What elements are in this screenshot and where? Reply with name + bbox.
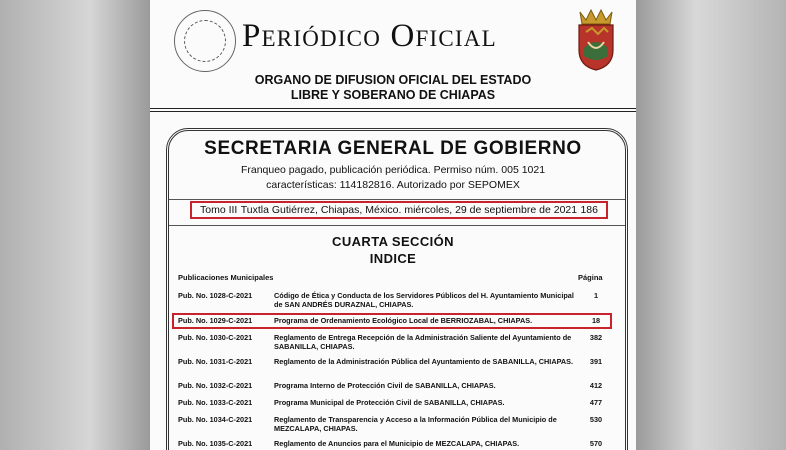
document-page [150,0,636,450]
row-description: Reglamento de la Administración Pública del Ayuntamiento de SABANILLA, CHIAPAS. [274,357,574,366]
row-pub-number: Pub. No. 1028-C-2021 [178,291,253,300]
row-pub-number: Pub. No. 1031-C-2021 [178,357,253,366]
row-description: Reglamento de Anuncios para el Municipio de MEZCALAPA, CHIAPAS. [274,439,520,448]
row-pub-number: Pub. No. 1033-C-2021 [178,398,253,407]
row-description: Programa Municipal de Protección Civil de SABANILLA, CHIAPAS. [274,398,505,407]
header-rule-2 [150,111,636,112]
secretaria-title: SECRETARIA GENERAL DE GOBIERNO [204,138,582,159]
mexico-seal-icon [174,10,236,72]
permit-line-2: características: 114182816. Autorizado por SEPOMEX [266,179,520,191]
row-page: 18 [591,316,601,325]
row-description: Programa Interno de Protección Civil de SABANILLA, CHIAPAS. [274,381,496,390]
background-blur-left [0,0,150,450]
header-rule [150,108,636,109]
row-page: 1 [593,291,599,300]
row-page: 391 [589,357,603,366]
section-name: CUARTA SECCIÓN [332,234,454,249]
row-description: Reglamento de Entrega Recepción de la Administración Saliente del Ayuntamiento de SABANILLA, CHIAPAS. [274,333,572,351]
column-header-page: Página [578,273,603,282]
newspaper-title: Periódico Oficial [242,18,497,54]
permit-line-1: Franqueo pagado, publicación periódica. Permiso núm. 005 1021 [240,164,546,176]
row-page: 412 [589,381,603,390]
org-line-2: LIBRE Y SOBERANO DE CHIAPAS [290,88,496,102]
edition-number: 186 [580,204,598,216]
row-pub-number: Pub. No. 1035-C-2021 [178,439,253,448]
row-description: Reglamento de Transparencia y Acceso a la Información Pública del Municipio de MEZCALAPA, CHIAPAS. [274,415,557,433]
org-line-1: ORGANO DE DIFUSION OFICIAL DEL ESTADO [254,73,532,87]
row-description: Código de Ética y Conducta de los Servidores Públicos del H. Ayuntamiento Municipal de SAN ANDRÉS DURAZNAL, CHIAPAS. [274,291,574,309]
index-title: INDICE [369,251,417,266]
row-page: 570 [589,439,603,448]
edition-place-date: Tuxtla Gutiérrez, Chiapas, México. miércoles, 29 de septiembre de 2021 [240,204,578,216]
row-description: Programa de Ordenamiento Ecológico Local de BERRIOZABAL, CHIAPAS. [274,316,533,325]
row-page: 530 [589,415,603,424]
edition-tomo: Tomo III [200,204,238,216]
background-blur-right [636,0,786,450]
row-pub-number: Pub. No. 1034-C-2021 [178,415,253,424]
row-page: 477 [589,398,603,407]
edition-line [190,201,608,219]
row-page: 382 [589,333,603,342]
row-pub-number: Pub. No. 1029-C-2021 [178,316,253,325]
chiapas-crest-icon [574,8,618,72]
row-pub-number: Pub. No. 1032-C-2021 [178,381,253,390]
row-pub-number: Pub. No. 1030-C-2021 [178,333,253,342]
column-header-publications: Publicaciones Municipales [178,273,274,282]
